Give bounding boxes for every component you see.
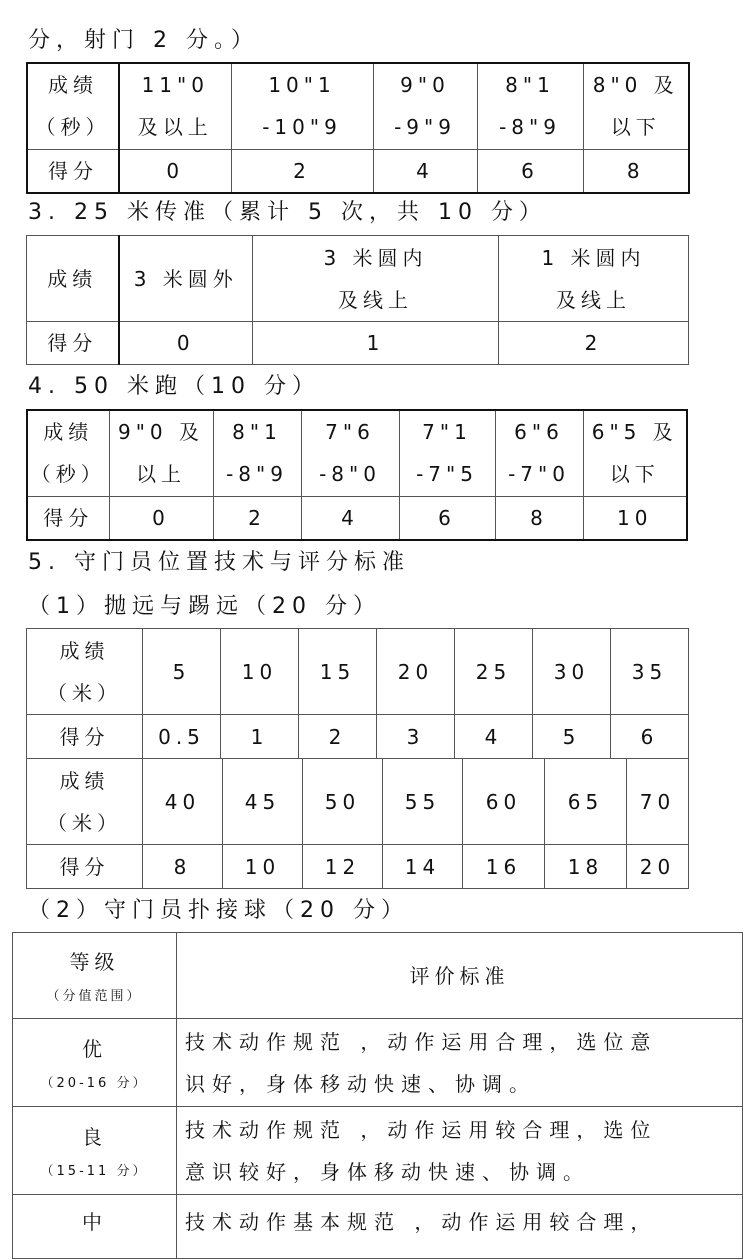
table-header-cell: 8"0 及 以下 bbox=[583, 63, 689, 149]
table-header-cell: 7"1 -7"5 bbox=[399, 410, 495, 496]
table-cell: 0 bbox=[119, 322, 253, 365]
table-cell: 技术动作规范 ，动作运用合理，选位意 识好，身体移动快速、协调。 bbox=[177, 1019, 743, 1107]
kick-score-table bbox=[26, 62, 690, 194]
table-cell: 得分 bbox=[27, 845, 143, 889]
throw-distance-table-2 bbox=[26, 758, 689, 889]
table-cell: 1 bbox=[221, 715, 299, 759]
table-header-cell: 1 米圆内 及线上 bbox=[499, 236, 689, 322]
table-cell: 良 （15-11 分） bbox=[13, 1107, 177, 1195]
table-header-cell: 7"6 -8"0 bbox=[301, 410, 399, 496]
table-cell: 得分 bbox=[27, 715, 143, 759]
table-header-cell: 成绩 （米） bbox=[27, 759, 143, 845]
table-cell: 6 bbox=[399, 496, 495, 540]
table-cell: 20 bbox=[627, 845, 689, 889]
table-header-cell: 5 bbox=[143, 629, 221, 715]
section-heading: 5. 守门员位置技术与评分标准 bbox=[28, 550, 410, 575]
pass-accuracy-table bbox=[26, 235, 689, 365]
table-header-cell: 15 bbox=[299, 629, 377, 715]
table-header-cell: 45 bbox=[223, 759, 303, 845]
table-header-cell: 3 米圆内 及线上 bbox=[253, 236, 499, 322]
table-cell: 18 bbox=[545, 845, 627, 889]
table-header-cell: 40 bbox=[143, 759, 223, 845]
table-cell: 中 bbox=[13, 1195, 177, 1259]
table-cell: 2 bbox=[299, 715, 377, 759]
table-header-cell: 成绩 （秒） bbox=[27, 410, 109, 496]
table-cell: 4 bbox=[455, 715, 533, 759]
table-header-cell: 成绩 （秒） bbox=[27, 63, 119, 149]
table-cell: 2 bbox=[499, 322, 689, 365]
table-cell: 2 bbox=[213, 496, 301, 540]
section-subheading: （1）抛远与踢远（20 分） bbox=[28, 594, 381, 619]
table-header-cell: 6"5 及 以下 bbox=[583, 410, 687, 496]
table-header-cell: 60 bbox=[463, 759, 545, 845]
table-cell: 0 bbox=[109, 496, 213, 540]
section-heading: 3. 25 米传准（累计 5 次，共 10 分） bbox=[28, 200, 547, 225]
table-header-cell: 10 bbox=[221, 629, 299, 715]
table-header-cell: 55 bbox=[383, 759, 463, 845]
table-cell: 得分 bbox=[27, 149, 119, 193]
table-header-cell: 30 bbox=[533, 629, 611, 715]
table-cell: 技术动作规范 ，动作运用较合理，选位 意识较好，身体移动快速、协调。 bbox=[177, 1107, 743, 1195]
goalkeeper-criteria-table bbox=[12, 932, 743, 1259]
table-header-cell: 成绩 bbox=[27, 236, 119, 322]
table-cell: 技术动作基本规范 ，动作运用较合理， bbox=[177, 1195, 743, 1259]
table-header-cell: 9"0 -9"9 bbox=[373, 63, 477, 149]
table-header-cell: 8"1 -8"9 bbox=[477, 63, 583, 149]
table-header-cell: 65 bbox=[545, 759, 627, 845]
table-header-cell: 等级 （分值范围） bbox=[13, 933, 177, 1019]
table-header-cell: 35 bbox=[611, 629, 689, 715]
table-cell: 2 bbox=[231, 149, 373, 193]
table-cell: 10 bbox=[223, 845, 303, 889]
table-cell: 1 bbox=[253, 322, 499, 365]
table-header-cell: 6"6 -7"0 bbox=[495, 410, 583, 496]
table-header-cell: 8"1 -8"9 bbox=[213, 410, 301, 496]
table-cell: 12 bbox=[303, 845, 383, 889]
table-cell: 0 bbox=[119, 149, 231, 193]
table-cell: 6 bbox=[477, 149, 583, 193]
table-cell: 10 bbox=[583, 496, 687, 540]
table-cell: 5 bbox=[533, 715, 611, 759]
table-cell: 6 bbox=[611, 715, 689, 759]
table-cell: 0.5 bbox=[143, 715, 221, 759]
table-header-cell: 70 bbox=[627, 759, 689, 845]
table-cell: 4 bbox=[373, 149, 477, 193]
sprint-score-table bbox=[26, 409, 688, 541]
table-header-cell: 50 bbox=[303, 759, 383, 845]
table-header-cell: 11"0 及以上 bbox=[119, 63, 231, 149]
section-subheading: （2）守门员扑接球（20 分） bbox=[28, 898, 409, 923]
intro-line: 分，射门 2 分。） bbox=[28, 28, 259, 53]
table-header-cell: 25 bbox=[455, 629, 533, 715]
table-header-cell: 成绩 （米） bbox=[27, 629, 143, 715]
table-cell: 3 bbox=[377, 715, 455, 759]
table-cell: 8 bbox=[495, 496, 583, 540]
table-cell: 得分 bbox=[27, 496, 109, 540]
table-header-cell: 20 bbox=[377, 629, 455, 715]
table-cell: 4 bbox=[301, 496, 399, 540]
table-header-cell: 10"1 -10"9 bbox=[231, 63, 373, 149]
table-cell: 16 bbox=[463, 845, 545, 889]
table-cell: 优 （20-16 分） bbox=[13, 1019, 177, 1107]
section-heading: 4. 50 米跑（10 分） bbox=[28, 374, 320, 399]
table-header-cell: 3 米圆外 bbox=[119, 236, 253, 322]
table-cell: 8 bbox=[143, 845, 223, 889]
table-cell: 8 bbox=[583, 149, 689, 193]
table-cell: 得分 bbox=[27, 322, 119, 365]
table-header-cell: 评价标准 bbox=[177, 933, 743, 1019]
table-header-cell: 9"0 及 以上 bbox=[109, 410, 213, 496]
throw-distance-table-1 bbox=[26, 628, 689, 759]
table-cell: 14 bbox=[383, 845, 463, 889]
